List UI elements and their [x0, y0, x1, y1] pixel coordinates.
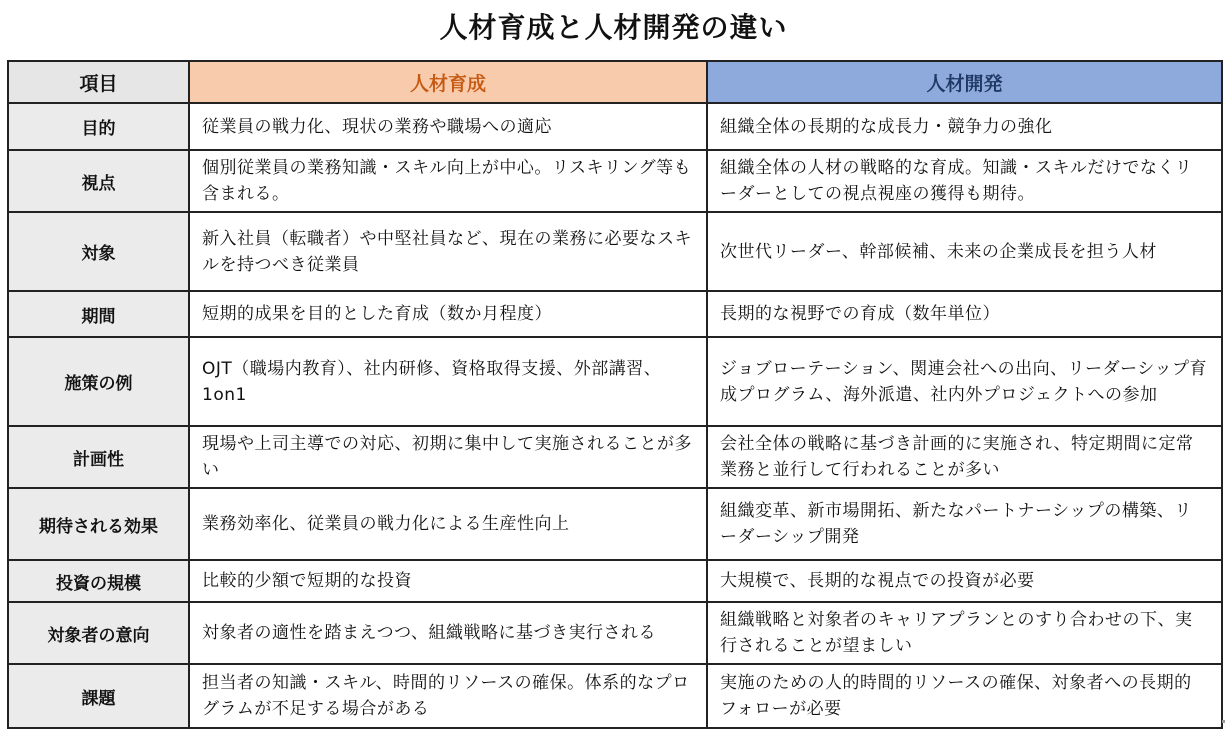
- cell-kaihatsu: 組織全体の人材の戦略的な育成。知識・スキルだけでなくリーダーとしての視点視座の獲得も期待。: [707, 150, 1222, 212]
- cell-ikusei: 個別従業員の業務知識・スキル向上が中心。リスキリング等も含まれる。: [189, 150, 707, 212]
- row-label: 対象: [8, 212, 189, 291]
- edge-mark: [1222, 720, 1225, 723]
- table-row: [8, 291, 1222, 337]
- cell-ikusei: 比較的少額で短期的な投資: [189, 560, 707, 602]
- cell-ikusei: OJT（職場内教育）、社内研修、資格取得支援、外部講習、1on1: [189, 337, 707, 426]
- row-label: 期間: [8, 291, 189, 337]
- cell-ikusei: 現場や上司主導での対応、初期に集中して実施されることが多い: [189, 426, 707, 488]
- cell-kaihatsu: 次世代リーダー、幹部候補、未来の企業成長を担う人材: [707, 212, 1222, 291]
- row-label: 施策の例: [8, 337, 189, 426]
- cell-kaihatsu: 長期的な視野での育成（数年単位）: [707, 291, 1222, 337]
- row-label: 期待される効果: [8, 488, 189, 560]
- table-header-row: [8, 61, 1222, 103]
- cell-kaihatsu: 組織戦略と対象者のキャリアプランとのすり合わせの下、実行されることが望ましい: [707, 602, 1222, 664]
- cell-ikusei: 対象者の適性を踏まえつつ、組織戦略に基づき実行される: [189, 602, 707, 664]
- header-item: 項目: [8, 61, 189, 103]
- cell-kaihatsu: 実施のための人的時間的リソースの確保、対象者への長期的フォローが必要: [707, 664, 1222, 728]
- cell-ikusei: 従業員の戦力化、現状の業務や職場への適応: [189, 103, 707, 150]
- header-jinzai-ikusei: 人材育成: [189, 61, 707, 103]
- comparison-table: [7, 60, 1223, 729]
- cell-ikusei: 短期的成果を目的とした育成（数か月程度）: [189, 291, 707, 337]
- cell-kaihatsu: 会社全体の戦略に基づき計画的に実施され、特定期間に定常業務と並行して行われることが多い: [707, 426, 1222, 488]
- cell-ikusei: 業務効率化、従業員の戦力化による生産性向上: [189, 488, 707, 560]
- table-row: [8, 560, 1222, 602]
- cell-kaihatsu: 大規模で、長期的な視点での投資が必要: [707, 560, 1222, 602]
- header-jinzai-kaihatsu: 人材開発: [707, 61, 1222, 103]
- cell-kaihatsu: 組織変革、新市場開拓、新たなパートナーシップの構築、リーダーシップ開発: [707, 488, 1222, 560]
- table-row: [8, 103, 1222, 150]
- cell-ikusei: 新入社員（転職者）や中堅社員など、現在の業務に必要なスキルを持つべき従業員: [189, 212, 707, 291]
- table-row: [8, 426, 1222, 488]
- cell-ikusei: 担当者の知識・スキル、時間的リソースの確保。体系的なプログラムが不足する場合がある: [189, 664, 707, 728]
- row-label: 目的: [8, 103, 189, 150]
- page-title: 人材育成と人材開発の違い: [439, 11, 788, 44]
- table-row: [8, 212, 1222, 291]
- table-row: [8, 488, 1222, 560]
- row-label: 対象者の意向: [8, 602, 189, 664]
- cell-kaihatsu: 組織全体の長期的な成長力・競争力の強化: [707, 103, 1222, 150]
- row-label: 課題: [8, 664, 189, 728]
- cell-kaihatsu: ジョブローテーション、関連会社への出向、リーダーシップ育成プログラム、海外派遣、社内外プロジェクトへの参加: [707, 337, 1222, 426]
- table-row: [8, 602, 1222, 664]
- table-row: [8, 337, 1222, 426]
- row-label: 視点: [8, 150, 189, 212]
- table-row: [8, 150, 1222, 212]
- row-label: 計画性: [8, 426, 189, 488]
- table-row: [8, 664, 1222, 728]
- row-label: 投資の規模: [8, 560, 189, 602]
